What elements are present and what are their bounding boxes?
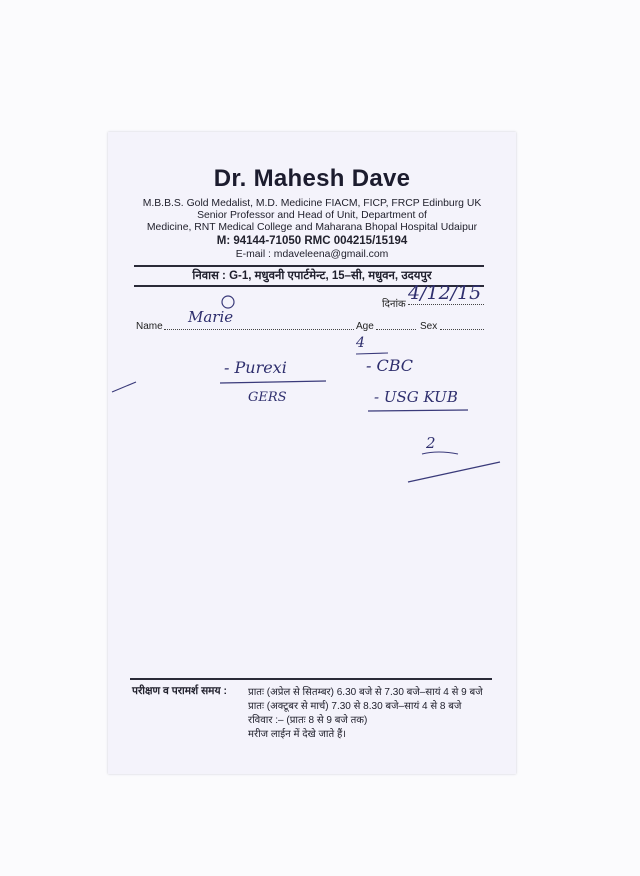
handwritten-rx-right-2: - USG KUB [374, 388, 458, 406]
contact-line: M: 94144-71050 RMC 004215/15194 [216, 235, 408, 247]
handwritten-rx-left-1: - Purexi [224, 358, 287, 377]
name-label: Name [136, 321, 163, 332]
date-label: दिनांक [382, 299, 406, 310]
handwritten-date: 4/12/15 [408, 282, 482, 304]
handwritten-age: 4 [356, 335, 365, 351]
timing-line-3: रविवार :– (प्रातः 8 से 9 बजे तक) [248, 715, 368, 726]
timing-line-2: प्रातः (अक्टूबर से मार्च) 7.30 से 8.30 बजे–सायं 4 से 8 बजे [248, 701, 462, 712]
age-label: Age [356, 321, 374, 332]
timing-label: परीक्षण व परामर्श समय : [132, 685, 227, 697]
email-line: E-mail : mdaveleena@gmail.com [235, 249, 389, 260]
doctor-name: Dr. Mahesh Dave [213, 165, 411, 192]
handwritten-rx-left-2: GERS [248, 390, 287, 405]
position-line-2: Medicine, RNT Medical College and Maharana Bhopal Hospital Udaipur [146, 222, 478, 233]
timing-line-1: प्रातः (अप्रेल से सितम्बर) 6.30 बजे से 7.30 बजे–सायं 4 से 9 बजे [248, 687, 483, 698]
position-line-1: Senior Professor and Head of Unit, Department of [197, 210, 427, 221]
handwritten-note: 2 [426, 434, 436, 452]
handwritten-name: Marie [188, 308, 234, 326]
timing-line-4: मरीज लाईन में देखे जाते हैं। [248, 729, 347, 740]
residence-address: निवास : G-1, मधुवनी एपार्टमेन्ट, 15–सी, मधुवन, उदयपुर [192, 270, 432, 282]
sex-label: Sex [420, 321, 438, 332]
handwritten-rx-right-1: - CBC [366, 356, 414, 375]
qualifications: M.B.B.S. Gold Medalist, M.D. Medicine FIACM, FICP, FRCP Edinburg UK [142, 198, 482, 209]
margin-stroke [112, 382, 136, 392]
